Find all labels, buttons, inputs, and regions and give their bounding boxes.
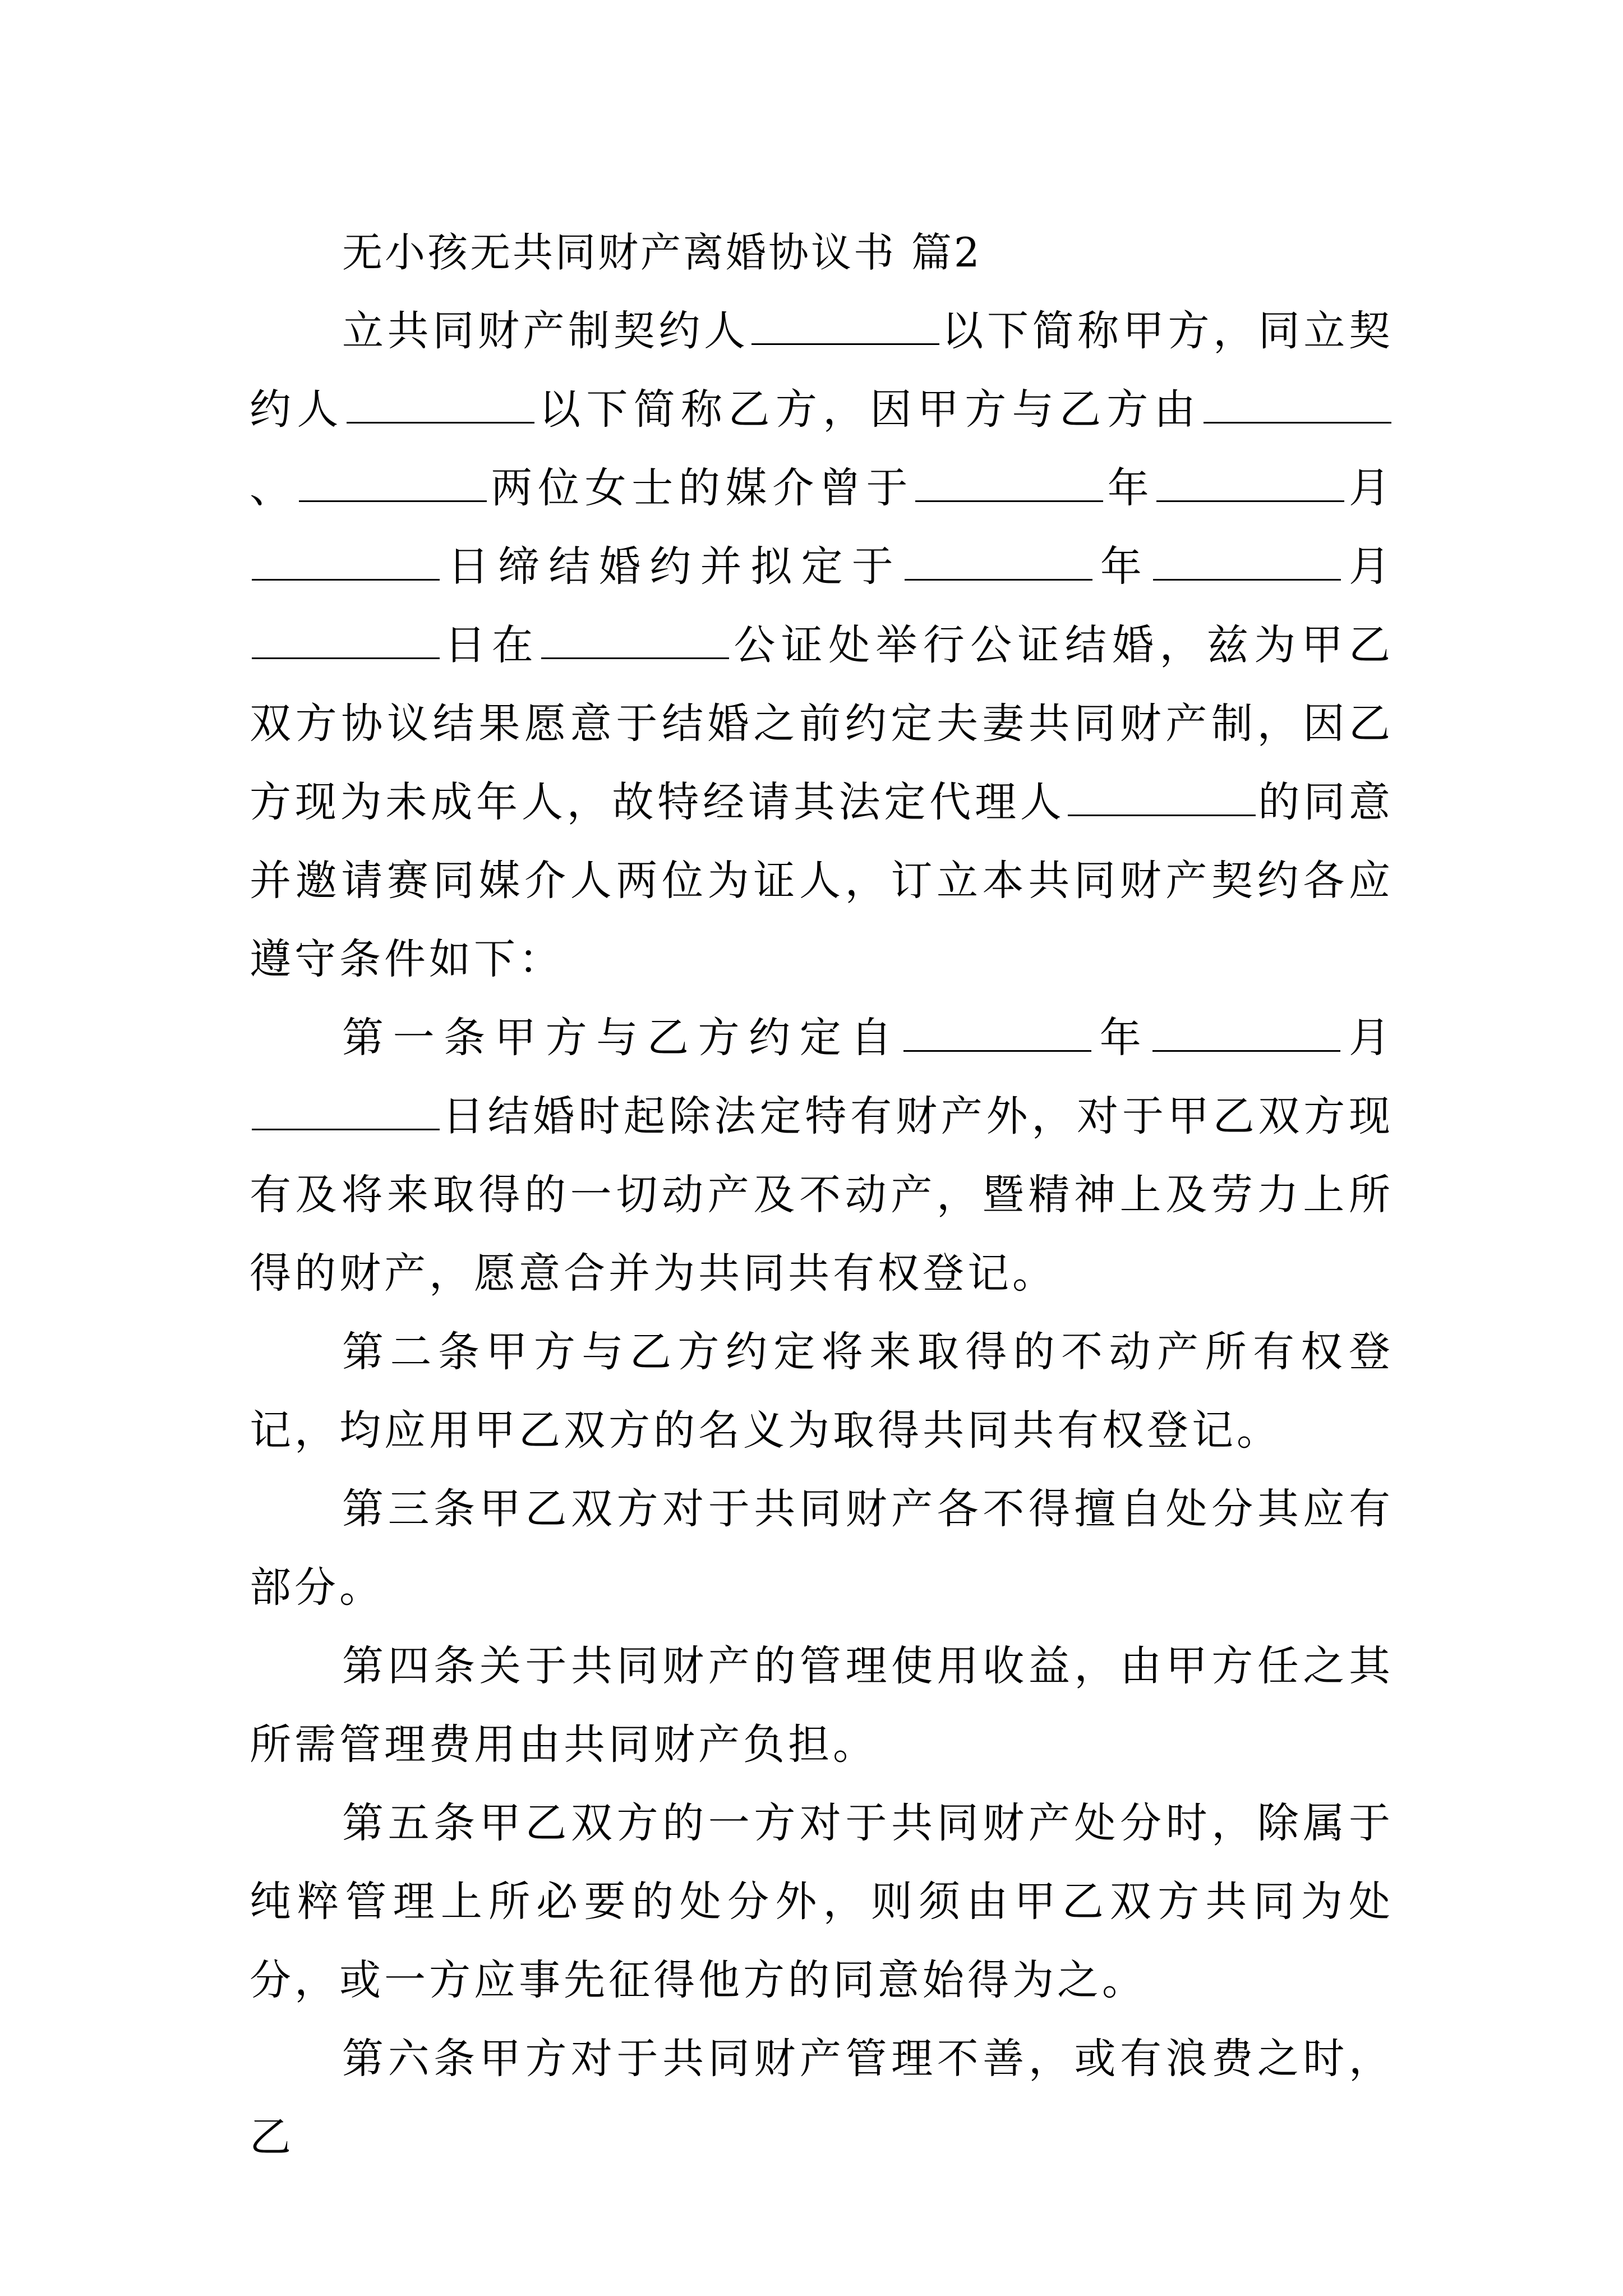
fill-in-blank	[1152, 1012, 1340, 1052]
paragraph-text: 月	[1343, 542, 1394, 591]
document-paragraphs	[250, 292, 1394, 2177]
fill-in-blank	[541, 619, 729, 659]
paragraph-text: 第三条甲乙双方对于共同财产各不得擅自处分其应有部分。	[250, 1485, 1394, 1612]
fill-in-blank	[252, 1091, 440, 1130]
paragraph	[250, 1627, 1394, 1784]
fill-in-blank	[1068, 776, 1256, 816]
paragraph-text: 以下简称甲方，同立契约人	[250, 307, 1394, 434]
paragraph-text: 第一条甲方与乙方约定自	[342, 1014, 902, 1062]
paragraph	[250, 1784, 1394, 2019]
paragraph-text: 立共同财产制契约人	[342, 307, 749, 355]
paragraph-text: 的同意并邀请赛同媒介人两位为证人，订立本共同财产契约各应遵守条件如下：	[250, 778, 1394, 983]
paragraph-text: 年	[1105, 464, 1155, 512]
paragraph-text: 公证处举行公证结婚，兹为甲乙双方协议结果愿意于结婚之前约定夫妻共同财产制，因乙方现为未成年人，故特经请其法定代理人	[250, 621, 1394, 826]
paragraph-text: 年	[1094, 1014, 1151, 1062]
paragraph-text: 第四条关于共同财产的管理使用收益，由甲方任之其所需管理费用由共同财产负担。	[250, 1642, 1394, 1769]
fill-in-blank	[905, 541, 1092, 581]
document-title: 无小孩无共同财产离婚协议书 篇2	[342, 229, 982, 276]
paragraph	[250, 2019, 1394, 2177]
paragraph-text: 月	[1343, 1014, 1394, 1062]
fill-in-blank	[915, 462, 1103, 502]
fill-in-blank	[903, 1012, 1091, 1052]
document-body	[250, 213, 1394, 2177]
paragraph	[250, 292, 1394, 999]
fill-in-blank	[1204, 384, 1391, 424]
fill-in-blank	[299, 462, 487, 502]
paragraph-text: 月	[1347, 464, 1394, 512]
paragraph	[250, 1470, 1394, 1627]
paragraph	[250, 1313, 1394, 1470]
fill-in-blank	[1153, 541, 1341, 581]
paragraph-text: 日在	[442, 621, 540, 669]
paragraph-text: 第二条甲方与乙方约定将来取得的不动产所有权登记，均应用甲乙双方的名义为取得共同共有权登记。	[250, 1328, 1394, 1455]
paragraph-text: 、	[250, 464, 297, 512]
fill-in-blank	[1156, 462, 1344, 502]
paragraph-text: 日缔结婚约并拟定于	[442, 542, 902, 591]
paragraph	[250, 999, 1394, 1313]
fill-in-blank	[252, 541, 440, 581]
paragraph-text: 第六条甲方对于共同财产管理不善，或有浪费之时，乙	[250, 2035, 1394, 2161]
paragraph-text: 年	[1094, 542, 1151, 591]
fill-in-blank	[751, 305, 939, 345]
paragraph-text: 日结婚时起除法定特有财产外，对于甲乙双方现有及将来取得的一切动产及不动产，暨精神上及劳力上所得的财产，愿意合并为共同共有权登记。	[250, 1092, 1394, 1297]
paragraph-text: 两位女士的媒介曾于	[488, 464, 914, 512]
paragraph-text: 第五条甲乙双方的一方对于共同财产处分时，除属于纯粹管理上所必要的处分外，则须由甲乙双方共同为处分，或一方应事先征得他方的同意始得为之。	[250, 1799, 1394, 2004]
paragraph-text: 以下简称乙方，因甲方与乙方由	[536, 385, 1202, 434]
fill-in-blank	[347, 384, 534, 424]
fill-in-blank	[252, 619, 440, 659]
